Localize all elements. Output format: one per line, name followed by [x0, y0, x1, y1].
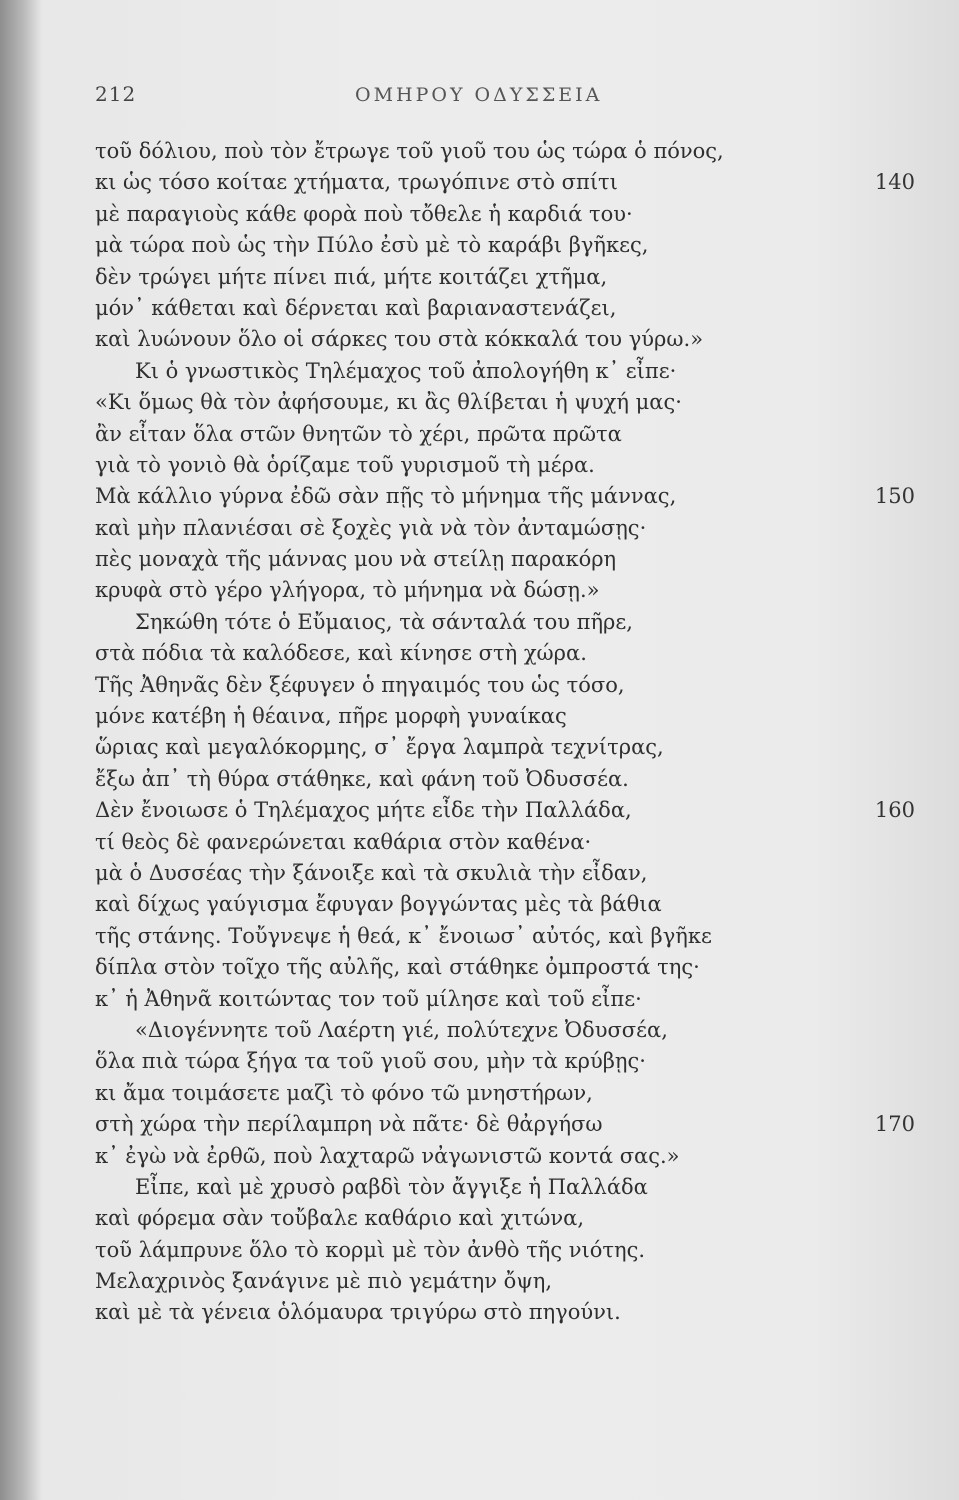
poem-text-block — [95, 136, 915, 1329]
verse-text: «Διογέννητε τοῦ Λαέρτη γιέ, πολύτεχνε Ὀδυσσέα, — [135, 1017, 668, 1042]
verse-text: μόνε κατέβη ἡ θέαινα, πῆρε μορφὴ γυναίκας — [95, 704, 567, 729]
verse-text: μὲ παραγιοὺς κάθε φορὰ ποὺ τὄθελε ἡ καρδιά του· — [95, 201, 633, 226]
verse-line — [95, 952, 915, 983]
verse-line — [95, 889, 915, 920]
line-number: 170 — [874, 1112, 915, 1137]
verse-line — [95, 1297, 915, 1328]
verse-line — [95, 481, 915, 512]
verse-line — [95, 638, 915, 669]
verse-line — [95, 1266, 915, 1297]
page-number: 212 — [95, 82, 137, 106]
verse-text: Εἶπε, καὶ μὲ χρυσὸ ραβδὶ τὸν ἄγγιξε ἡ Παλλάδα — [135, 1174, 648, 1199]
verse-text: καὶ δίχως γαύγισμα ἔφυγαν βογγώντας μὲς τὰ βάθια — [95, 892, 662, 917]
verse-line — [95, 575, 915, 606]
verse-line — [95, 607, 915, 638]
line-number: 140 — [874, 170, 915, 195]
verse-text: κι ἄμα τοιμάσετε μαζὶ τὸ φόνο τῶ μνηστήρων, — [95, 1080, 593, 1105]
verse-line — [95, 262, 915, 293]
verse-line — [95, 1203, 915, 1234]
verse-text: μὰ τώρα ποὺ ὡς τὴν Πύλο ἐσὺ μὲ τὸ καράβι βγῆκες, — [95, 233, 649, 258]
verse-line — [95, 732, 915, 763]
verse-text: κρυφὰ στὸ γέρο γλήγορα, τὸ μήνημα νὰ δώσῃ.» — [95, 578, 600, 603]
verse-line — [95, 136, 915, 167]
verse-line — [95, 513, 915, 544]
verse-text: πὲς μοναχὰ τῆς μάννας μου νὰ στείλῃ παρακόρη — [95, 547, 617, 572]
verse-text: τῆς στάνης. Τοὔγνεψε ἡ θεά, κ᾿ ἔνοιωσ᾿ αὐτός, καὶ βγῆκε — [95, 923, 712, 948]
verse-line — [95, 795, 915, 826]
verse-text: κι ὡς τόσο κοίταε χτήματα, τρωγόπινε στὸ σπίτι — [95, 170, 618, 195]
running-head-title: ΟΜΗΡΟΥ ΟΔΥΣΣΕΙΑ — [355, 84, 603, 106]
verse-text: κ᾿ ἐγὼ νὰ ἐρθῶ, ποὺ λαχταρῶ νἀγωνιστῶ κοντά σας.» — [95, 1143, 680, 1168]
verse-line — [95, 1078, 915, 1109]
verse-text: μὰ ὁ Δυσσέας τὴν ξάνοιξε καὶ τὰ σκυλιὰ τὴν εἶδαν, — [95, 860, 648, 885]
verse-text: τοῦ δόλιου, ποὺ τὸν ἔτρωγε τοῦ γιοῦ του ὡς τώρα ὁ πόνος, — [95, 139, 724, 163]
verse-text: κ᾿ ἡ Ἀθηνᾶ κοιτώντας τον τοῦ μίλησε καὶ τοῦ εἶπε· — [95, 986, 642, 1011]
verse-text: στὰ πόδια τὰ καλόδεσε, καὶ κίνησε στὴ χώρα. — [95, 641, 587, 666]
verse-line — [95, 921, 915, 952]
verse-line — [95, 827, 915, 858]
verse-line — [95, 1015, 915, 1046]
verse-text: ἂν εἶταν ὅλα στῶν θνητῶν τὸ χέρι, πρῶτα πρῶτα — [95, 421, 622, 446]
line-number: 150 — [874, 484, 915, 509]
verse-text: καὶ μὴν πλανιέσαι σὲ ξοχὲς γιὰ νὰ τὸν ἀνταμώσῃς· — [95, 515, 647, 540]
verse-line — [95, 230, 915, 261]
verse-line — [95, 858, 915, 889]
verse-line — [95, 984, 915, 1015]
verse-line — [95, 324, 915, 355]
verse-line — [95, 293, 915, 324]
verse-text: Μὰ κάλλιο γύρνα ἐδῶ σὰν πῇς τὸ μήνημα τῆς μάννας, — [95, 484, 677, 509]
verse-text: Σηκώθη τότε ὁ Εὔμαιος, τὰ σάνταλά του πῆρε, — [135, 609, 633, 634]
verse-line — [95, 1046, 915, 1077]
verse-text: ὥριας καὶ μεγαλόκορμης, σ᾿ ἔργα λαμπρὰ τεχνίτρας, — [95, 735, 664, 760]
verse-line — [95, 764, 915, 795]
verse-line — [95, 670, 915, 701]
verse-line — [95, 356, 915, 387]
line-number: 160 — [874, 798, 915, 823]
verse-text: καὶ λυώνουν ὅλο οἱ σάρκες του στὰ κόκκαλά του γύρω.» — [95, 327, 704, 352]
verse-line — [95, 387, 915, 418]
verse-text: «Κι ὅμως θὰ τὸν ἀφήσουμε, κι ἂς θλίβεται ἡ ψυχή μας· — [95, 390, 682, 415]
verse-line — [95, 701, 915, 732]
verse-line — [95, 1141, 915, 1172]
verse-text: γιὰ τὸ γονιὸ θὰ ὁρίζαμε τοῦ γυρισμοῦ τὴ μέρα. — [95, 452, 595, 477]
verse-line — [95, 450, 915, 481]
verse-text: Μελαχρινὸς ξανάγινε μὲ πιὸ γεμάτην ὄψη, — [95, 1269, 553, 1294]
verse-text: καὶ μὲ τὰ γένεια ὁλόμαυρα τριγύρω στὸ πηγούνι. — [95, 1300, 621, 1325]
verse-text: δίπλα στὸν τοῖχο τῆς αὐλῆς, καὶ στάθηκε ὀμπροστά της· — [95, 955, 700, 980]
verse-line — [95, 1235, 915, 1266]
verse-text: μόν᾿ κάθεται καὶ δέρνεται καὶ βαριαναστενάζει, — [95, 295, 617, 320]
verse-line — [95, 199, 915, 230]
verse-text: δὲν τρώγει μήτε πίνει πιά, μήτε κοιτάζει χτῆμα, — [95, 264, 608, 289]
verse-text: Δὲν ἔνοιωσε ὁ Τηλέμαχος μήτε εἶδε τὴν Παλλάδα, — [95, 798, 632, 823]
verse-text: καὶ φόρεμα σὰν τοὔβαλε καθάριο καὶ χιτώνα, — [95, 1206, 585, 1231]
verse-text: στὴ χώρα τὴν περίλαμπρη νὰ πᾶτε· δὲ θἀργήσω — [95, 1112, 603, 1137]
verse-text: τοῦ λάμπρυνε ὅλο τὸ κορμὶ μὲ τὸν ἀνθὸ τῆς νιότης. — [95, 1237, 646, 1262]
verse-text: Τῆς Ἀθηνᾶς δὲν ξέφυγεν ὁ πηγαιμός του ὡς τόσο, — [95, 672, 625, 697]
verse-line — [95, 1172, 915, 1203]
verse-text: ὅλα πιὰ τώρα ξήγα τα τοῦ γιοῦ σου, μὴν τὰ κρύβῃς· — [95, 1049, 646, 1074]
verse-line — [95, 167, 915, 198]
verse-text: Κι ὁ γνωστικὸς Τηλέμαχος τοῦ ἀπολογήθη κ᾿ εἶπε· — [135, 358, 677, 383]
verse-line — [95, 544, 915, 575]
verse-line — [95, 1109, 915, 1140]
verse-text: τί θεὸς δὲ φανερώνεται καθάρια στὸν καθένα· — [95, 829, 592, 854]
verse-line — [95, 419, 915, 450]
verse-text: ἔξω ἀπ᾿ τὴ θύρα στάθηκε, καὶ φάνη τοῦ Ὀδυσσέα. — [95, 766, 629, 791]
